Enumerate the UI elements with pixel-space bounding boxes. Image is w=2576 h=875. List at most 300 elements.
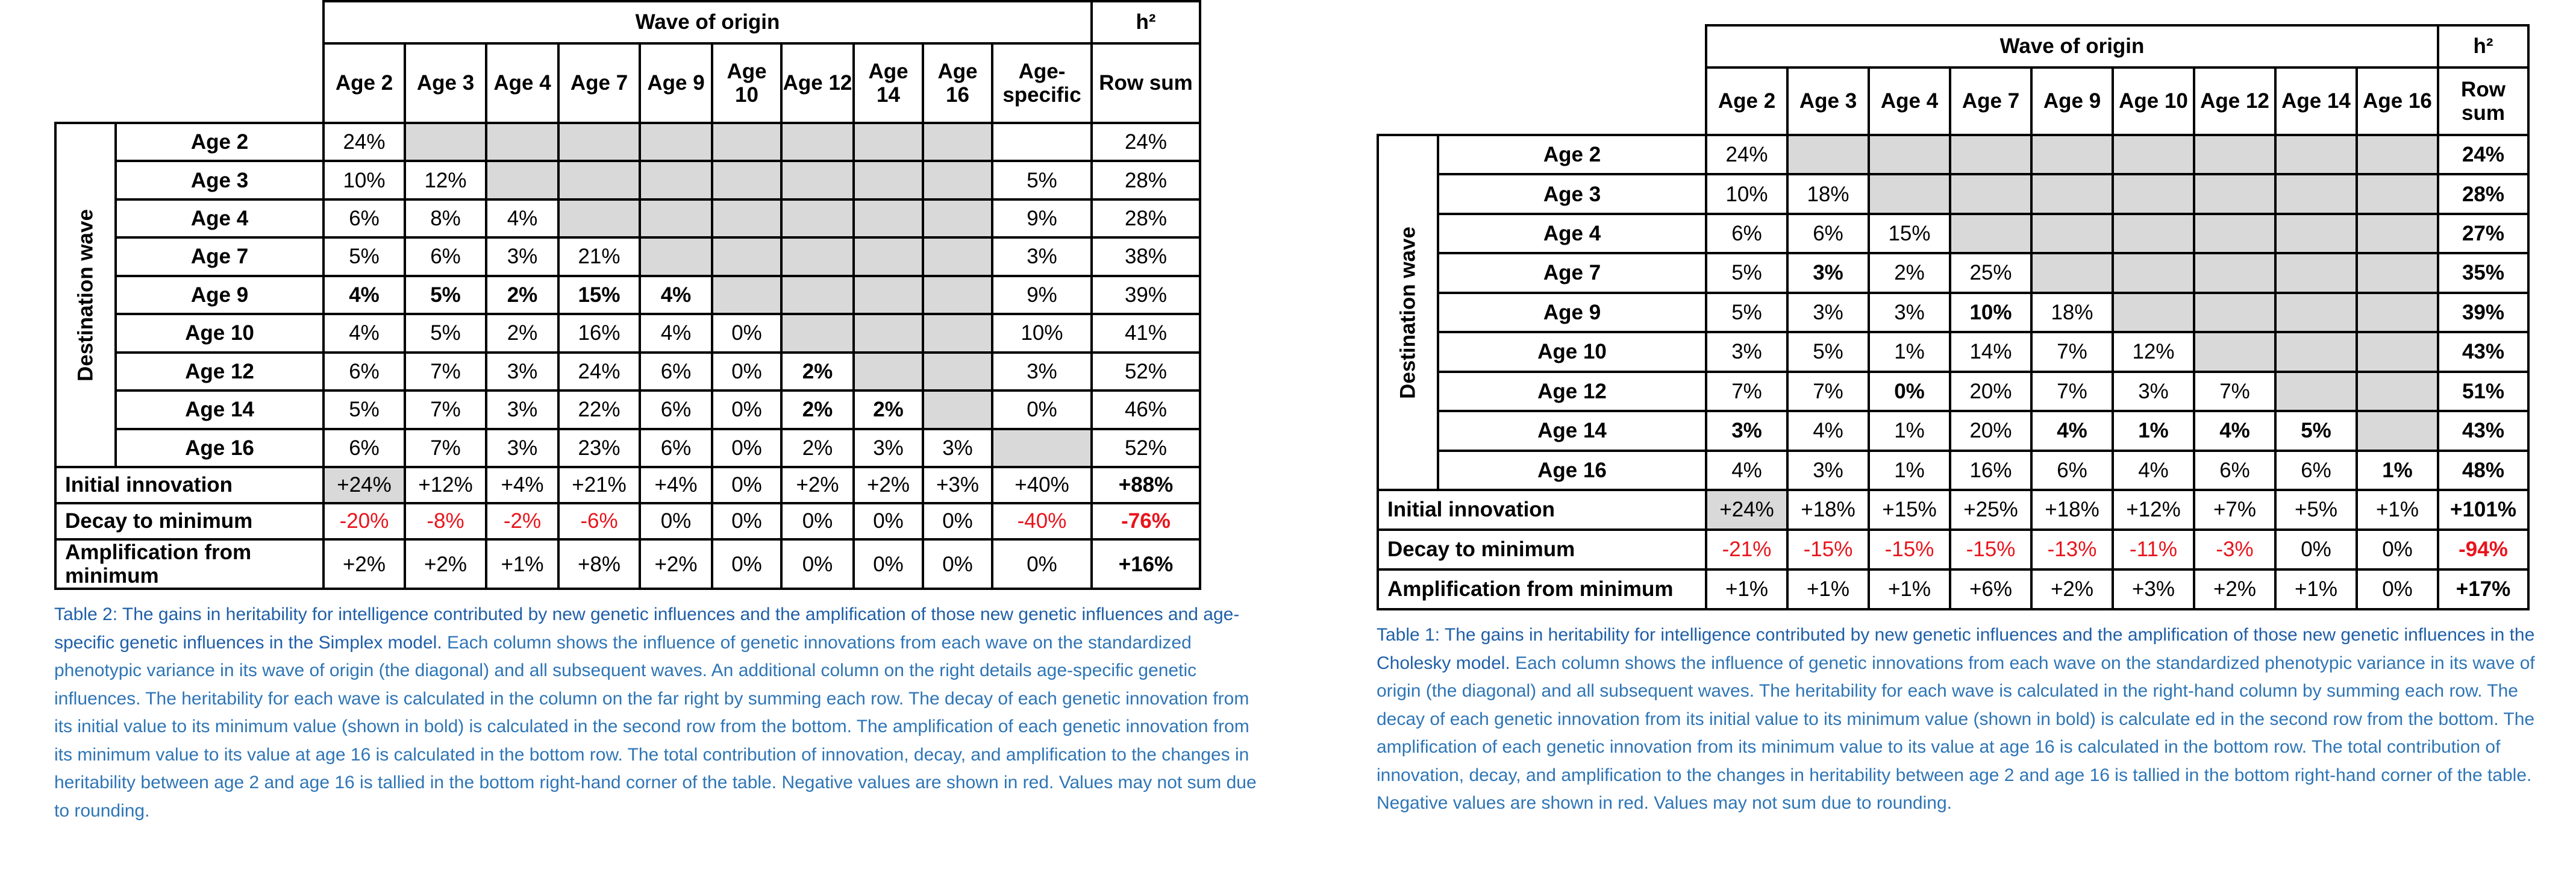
row-sum-cell: 52% [1092,353,1200,390]
summary-cell: 0% [854,539,923,589]
age-specific-cell: 5% [992,161,1092,199]
value-cell: 6% [2194,451,2275,491]
row-label: Age 4 [1438,214,1706,253]
destination-wave-label [55,123,116,467]
summary-cell: +2% [854,467,923,503]
summary-cell: -6% [558,503,640,539]
header-blank [55,1,324,43]
summary-cell: -15% [1869,530,1950,569]
summary-cell: -15% [1787,530,1869,569]
value-cell [854,123,923,161]
summary-cell: -15% [1950,530,2031,569]
value-cell: 3% [486,237,558,275]
summary-cell: +5% [2275,490,2357,530]
value-cell: 2% [486,276,558,314]
value-cell: 3% [2113,372,2194,411]
summary-cell: 0% [2275,530,2357,569]
value-cell [2275,293,2357,332]
value-cell: 4% [1706,451,1787,491]
value-cell [712,237,781,275]
value-cell: 6% [640,390,712,428]
value-cell [712,199,781,237]
value-cell: 6% [405,237,486,275]
row-sum-cell: 38% [1092,237,1200,275]
summary-cell: -21% [1706,530,1787,569]
summary-cell: +7% [2194,490,2275,530]
value-cell: 4% [2194,411,2275,450]
value-cell: 0% [712,390,781,428]
row-sum-cell: 51% [2438,372,2528,411]
value-cell [923,123,992,161]
summary-cell: +18% [2031,490,2113,530]
value-cell: 3% [486,390,558,428]
value-cell [1869,174,1950,213]
value-cell: 5% [1787,332,1869,371]
row-label: Age 2 [1438,135,1706,174]
value-cell: 7% [2031,372,2113,411]
summary-cell: -20% [324,503,405,539]
summary-row [55,467,1200,503]
value-cell [2194,293,2275,332]
row-label: Age 3 [1438,174,1706,213]
row-label: Age 2 [116,123,324,161]
value-cell [923,237,992,275]
row-label: Age 9 [1438,293,1706,332]
cholesky-panel [1377,24,2560,818]
value-cell [1950,174,2031,213]
value-cell: 7% [405,390,486,428]
simplex-caption-lead: Table 2: The gains in heritability for intelligence contributed by new genetic influences and the amplification of those new genetic influences and age-specific genetic influences in the Simplex model. [54,604,1240,653]
table-row [55,353,1200,390]
row-sum-cell: 46% [1092,390,1200,428]
value-cell: 6% [640,353,712,390]
table-row [1378,135,2528,174]
column-header: Age 10 [2113,67,2194,135]
table-row [55,429,1200,468]
value-cell [405,123,486,161]
value-cell: 0% [712,429,781,468]
value-cell: 14% [1950,332,2031,371]
summary-row [55,503,1200,539]
summary-cell: +2% [640,539,712,589]
value-cell: 10% [1706,174,1787,213]
age-specific-cell: 3% [992,237,1092,275]
value-cell: 23% [558,429,640,468]
value-cell: 3% [1869,293,1950,332]
row-sum-cell: 27% [2438,214,2528,253]
summary-label: Decay to minimum [55,503,324,539]
summary-cell: 0% [2357,569,2438,609]
value-cell [923,353,992,390]
header-blank [1378,25,1706,67]
value-cell [2357,411,2438,450]
value-cell: 3% [1706,332,1787,371]
value-cell: 0% [712,353,781,390]
value-cell [781,237,854,275]
table-row [55,276,1200,314]
value-cell: 7% [1706,372,1787,411]
value-cell: 1% [1869,332,1950,371]
table-row [1378,451,2528,491]
value-cell [2357,174,2438,213]
column-header: Age 4 [1869,67,1950,135]
summary-label: Amplification from minimum [55,539,324,589]
value-cell [1869,135,1950,174]
row-label: Age 12 [1438,372,1706,411]
value-cell [2113,293,2194,332]
value-cell [558,199,640,237]
value-cell [640,161,712,199]
column-header: Age 16 [923,43,992,123]
table-row [55,161,1200,199]
row-label: Age 10 [1438,332,1706,371]
age-specific-cell: 9% [992,276,1092,314]
value-cell [712,123,781,161]
value-cell [854,161,923,199]
value-cell: 3% [854,429,923,468]
summary-total-cell: -76% [1092,503,1200,539]
column-header: Age 7 [558,43,640,123]
simplex-caption-body: Each column shows the influence of genetic innovations from each wave on the standardized phenotypic variance in its wave of origin (the diagonal) and all subsequent waves. An additional column on the right details age-specific genetic influences. The heritability for each wave is calculated in the column on the far right by summing each row. The decay of each genetic innovation from its initial value to its minimum value (shown in bold) is calculated in the second row from the bottom. The amplification of each genetic innovation from its minimum value to its value at age 16 is calculated in the bottom row. The total contribution of innovation, decay, and amplification to the changes in heritability between age 2 and age 16 is tallied in the bottom right-hand corner of the table. Negative values are shown in red. Values may not sum due to rounding. [54,632,1257,821]
value-cell [2113,214,2194,253]
value-cell [486,123,558,161]
value-cell: 18% [1787,174,1869,213]
table-row [55,390,1200,428]
value-cell: 6% [2031,451,2113,491]
summary-label: Initial innovation [1378,490,1706,530]
value-cell [854,314,923,352]
summary-cell: +15% [1869,490,1950,530]
summary-total-cell: +17% [2438,569,2528,609]
row-label: Age 16 [1438,451,1706,491]
value-cell: 6% [1706,214,1787,253]
value-cell: 5% [324,390,405,428]
age-specific-cell: 9% [992,199,1092,237]
summary-cell: 0% [712,467,781,503]
summary-cell: +2% [2031,569,2113,609]
value-cell [781,199,854,237]
value-cell: 1% [2357,451,2438,491]
value-cell: 20% [1950,411,2031,450]
column-header: Age 3 [1787,67,1869,135]
value-cell: 10% [324,161,405,199]
value-cell [854,353,923,390]
summary-total-cell: +16% [1092,539,1200,589]
summary-cell: +25% [1950,490,2031,530]
value-cell: 5% [405,314,486,352]
value-cell: 7% [2194,372,2275,411]
summary-label: Decay to minimum [1378,530,1706,569]
row-label: Age 7 [1438,253,1706,292]
simplex-caption [54,601,1265,825]
value-cell: 2% [486,314,558,352]
value-cell: 5% [405,276,486,314]
value-cell: 24% [1706,135,1787,174]
value-cell: 15% [558,276,640,314]
age-specific-cell: 10% [992,314,1092,352]
cholesky-caption [1377,621,2560,818]
value-cell [712,276,781,314]
value-cell [923,314,992,352]
value-cell [2113,135,2194,174]
header-blank [1378,67,1706,135]
value-cell: 21% [558,237,640,275]
row-label: Age 14 [1438,411,1706,450]
value-cell [2113,174,2194,213]
value-cell [2113,253,2194,292]
value-cell: 16% [558,314,640,352]
summary-cell: 0% [781,539,854,589]
row-sum-cell: 48% [2438,451,2528,491]
age-specific-cell [992,123,1092,161]
value-cell: 6% [1787,214,1869,253]
value-cell: 3% [923,429,992,468]
summary-cell: +2% [405,539,486,589]
value-cell: 4% [640,276,712,314]
column-header: Age 10 [712,43,781,123]
table-row [1378,174,2528,213]
value-cell [2194,332,2275,371]
row-sum-cell: 39% [1092,276,1200,314]
row-label: Age 4 [116,199,324,237]
column-header: Age 12 [781,43,854,123]
summary-cell: 0% [923,539,992,589]
value-cell: 4% [2113,451,2194,491]
age-specific-cell: 3% [992,353,1092,390]
row-sum-cell: 24% [2438,135,2528,174]
h2-header: h² [2438,25,2528,67]
column-header: Age 3 [405,43,486,123]
header-row-2 [1378,67,2528,135]
summary-cell: 0% [712,503,781,539]
value-cell: 6% [2275,451,2357,491]
age-specific-cell: 0% [992,390,1092,428]
table-row [55,123,1200,161]
summary-cell: +12% [2113,490,2194,530]
value-cell [640,123,712,161]
value-cell [2275,332,2357,371]
row-label: Age 16 [116,429,324,468]
value-cell: 4% [324,314,405,352]
value-cell [2357,135,2438,174]
summary-cell: +2% [781,467,854,503]
value-cell: 15% [1869,214,1950,253]
summary-cell: +21% [558,467,640,503]
header-blank [55,43,324,123]
value-cell: 8% [405,199,486,237]
value-cell: 6% [640,429,712,468]
value-cell: 2% [781,390,854,428]
value-cell: 5% [324,237,405,275]
value-cell [923,276,992,314]
summary-cell: +3% [923,467,992,503]
column-header: Age 9 [640,43,712,123]
summary-cell: +1% [1787,569,1869,609]
value-cell [558,161,640,199]
table-row [1378,253,2528,292]
value-cell: 6% [324,199,405,237]
summary-cell: +2% [324,539,405,589]
value-cell: 0% [1869,372,1950,411]
row-sum-cell: 43% [2438,411,2528,450]
value-cell [2194,214,2275,253]
row-sum-header: Row sum [2438,67,2528,135]
summary-cell: -13% [2031,530,2113,569]
value-cell [2275,135,2357,174]
value-cell [2194,174,2275,213]
simplex-heritability-table [54,0,1201,590]
header-row-2 [55,43,1200,123]
summary-cell: 0% [712,539,781,589]
value-cell [1950,214,2031,253]
value-cell: 18% [2031,293,2113,332]
summary-cell: +8% [558,539,640,589]
summary-row [55,539,1200,589]
summary-cell: +24% [1706,490,1787,530]
value-cell [2275,174,2357,213]
header-row-1 [55,1,1200,43]
summary-cell: -2% [486,503,558,539]
summary-total-cell: +101% [2438,490,2528,530]
value-cell: 12% [2113,332,2194,371]
row-label: Age 7 [116,237,324,275]
destination-wave-text: Destination wave [73,209,98,381]
value-cell: 0% [712,314,781,352]
value-cell [2357,293,2438,332]
value-cell [486,161,558,199]
summary-cell: +4% [640,467,712,503]
value-cell [2357,253,2438,292]
summary-cell: +12% [405,467,486,503]
value-cell [558,123,640,161]
value-cell: 10% [1950,293,2031,332]
value-cell: 2% [854,390,923,428]
value-cell [2194,135,2275,174]
value-cell [2194,253,2275,292]
summary-row [1378,530,2528,569]
value-cell [2357,372,2438,411]
row-sum-cell: 35% [2438,253,2528,292]
summary-total-cell: +88% [1092,467,1200,503]
value-cell [2275,372,2357,411]
summary-total-cell: -94% [2438,530,2528,569]
value-cell: 4% [640,314,712,352]
value-cell: 3% [1706,411,1787,450]
summary-cell: +3% [2113,569,2194,609]
value-cell: 5% [1706,293,1787,332]
row-sum-cell: 28% [1092,161,1200,199]
column-header: Age 2 [1706,67,1787,135]
value-cell: 16% [1950,451,2031,491]
summary-cell: +1% [486,539,558,589]
cholesky-heritability-table [1377,24,2530,610]
value-cell [781,276,854,314]
summary-cell: +1% [2357,490,2438,530]
summary-cell: +18% [1787,490,1869,530]
value-cell: 2% [781,353,854,390]
table-row [55,314,1200,352]
summary-cell: -40% [992,503,1092,539]
summary-cell: 0% [854,503,923,539]
destination-wave-label [1378,135,1438,490]
h2-header: h² [1092,1,1200,43]
row-label: Age 3 [116,161,324,199]
summary-cell: 0% [992,539,1092,589]
wave-of-origin-header: Wave of origin [324,1,1092,43]
header-row-1 [1378,25,2528,67]
value-cell: 4% [2031,411,2113,450]
summary-cell: 0% [781,503,854,539]
value-cell: 1% [1869,411,1950,450]
value-cell [640,199,712,237]
value-cell: 2% [1869,253,1950,292]
summary-cell: +1% [1706,569,1787,609]
summary-cell: +40% [992,467,1092,503]
value-cell: 3% [1787,293,1869,332]
value-cell: 25% [1950,253,2031,292]
value-cell: 6% [324,353,405,390]
summary-cell: +2% [2194,569,2275,609]
wave-of-origin-header: Wave of origin [1706,25,2438,67]
row-sum-cell: 24% [1092,123,1200,161]
value-cell [2357,214,2438,253]
destination-wave-text: Destination wave [1396,226,1420,399]
table-row [1378,372,2528,411]
value-cell: 20% [1950,372,2031,411]
summary-row [1378,490,2528,530]
value-cell: 7% [405,353,486,390]
value-cell [923,390,992,428]
value-cell [781,123,854,161]
summary-cell: +1% [2275,569,2357,609]
column-header: Age 4 [486,43,558,123]
row-sum-header: Row sum [1092,43,1200,123]
summary-label: Initial innovation [55,467,324,503]
value-cell: 3% [486,429,558,468]
row-label: Age 10 [116,314,324,352]
value-cell: 7% [405,429,486,468]
value-cell: 1% [2113,411,2194,450]
summary-cell: 0% [640,503,712,539]
row-sum-cell: 28% [1092,199,1200,237]
value-cell [781,314,854,352]
value-cell [2031,174,2113,213]
value-cell: 6% [324,429,405,468]
value-cell [2357,332,2438,371]
value-cell: 7% [1787,372,1869,411]
row-sum-cell: 43% [2438,332,2528,371]
value-cell: 2% [781,429,854,468]
value-cell: 24% [324,123,405,161]
value-cell [1787,135,1869,174]
column-header: Age 14 [854,43,923,123]
age-specific-header: Age-specific [992,43,1092,123]
summary-cell: -3% [2194,530,2275,569]
value-cell [854,237,923,275]
column-header: Age 16 [2357,67,2438,135]
summary-cell: -8% [405,503,486,539]
value-cell: 4% [1787,411,1869,450]
summary-cell: +6% [1950,569,2031,609]
value-cell [923,199,992,237]
value-cell [2275,253,2357,292]
value-cell [781,161,854,199]
cholesky-caption-body: Each column shows the influence of genetic innovations from each wave on the standardized phenotypic variance in its wave of origin (the diagonal) and all subsequent waves. The heritability for each wave is calculated in the right-hand column by summing each row. The decay of each genetic innovation from its initial value to its minimum value (shown in bold) is calculate ed in the second row from the bottom. The amplification of each genetic innovation from its minimum value to its value at age 16 is calculated in the bottom row. The total contribution of innovation, decay, and amplification to the changes in heritability between age 2 and age 16 is tallied in the bottom right-hand corner of the table. Negative values are shown in red. Values may not sum due to rounding. [1377,653,2535,813]
row-label: Age 12 [116,353,324,390]
value-cell: 3% [1787,451,1869,491]
value-cell: 12% [405,161,486,199]
value-cell [1950,135,2031,174]
